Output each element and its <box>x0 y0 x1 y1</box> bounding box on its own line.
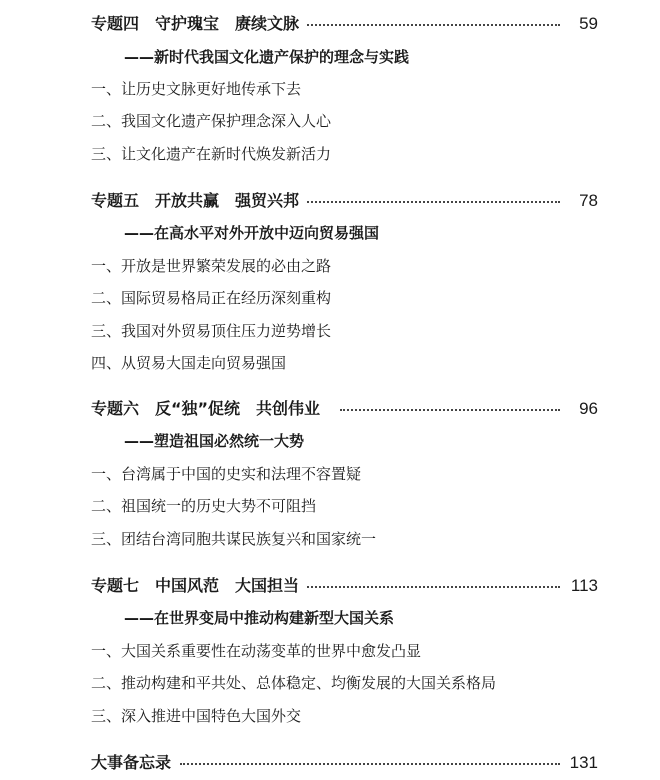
dot-leader <box>340 409 560 411</box>
toc-item[interactable]: 二、祖国统一的历史大势不可阻挡 <box>91 497 317 515</box>
toc-item[interactable]: 一、台湾属于中国的史实和法理不容置疑 <box>91 465 362 483</box>
page-number: 78 <box>573 186 598 216</box>
dot-leader <box>300 586 560 588</box>
section-title: 专题五 开放共赢 强贸兴邦 <box>91 186 305 216</box>
page-number: 59 <box>573 9 598 39</box>
page-number: 113 <box>565 571 598 601</box>
toc-item[interactable]: 三、深入推进中国特色大国外交 <box>91 707 302 725</box>
toc-item[interactable]: 四、从贸易大国走向贸易强国 <box>91 354 287 372</box>
page-number: 96 <box>573 394 598 424</box>
dot-leader <box>180 763 560 765</box>
toc-item[interactable]: 二、推动构建和平共处、总体稳定、均衡发展的大国关系格局 <box>91 674 497 692</box>
toc-section-4-heading[interactable] <box>0 9 660 39</box>
section-title: 专题六 反“独”促统 共创伟业 <box>91 394 326 424</box>
section-subtitle: ——在高水平对外开放中迈向贸易强国 <box>124 224 380 242</box>
dot-leader <box>300 201 560 203</box>
toc-item[interactable]: 一、开放是世界繁荣发展的必由之路 <box>91 257 332 275</box>
toc-item[interactable]: 三、我国对外贸易顶住压力逆势增长 <box>91 322 332 340</box>
dot-leader <box>300 24 560 26</box>
toc-section-5-heading[interactable] <box>0 186 660 216</box>
section-title: 专题四 守护瑰宝 赓续文脉 <box>91 9 305 39</box>
toc-item[interactable]: 二、我国文化遗产保护理念深入人心 <box>91 112 332 130</box>
toc-section-7-heading[interactable] <box>0 571 660 601</box>
section-subtitle: ——新时代我国文化遗产保护的理念与实践 <box>124 48 410 66</box>
section-subtitle: ——塑造祖国必然统一大势 <box>124 432 305 450</box>
toc-appendix-heading[interactable] <box>0 748 660 778</box>
toc-section-6-heading[interactable] <box>0 394 660 424</box>
page-number: 131 <box>564 748 598 778</box>
toc-item[interactable]: 二、国际贸易格局正在经历深刻重构 <box>91 289 332 307</box>
appendix-title: 大事备忘录 <box>91 748 177 778</box>
toc-item[interactable]: 三、让文化遗产在新时代焕发新活力 <box>91 145 332 163</box>
toc-item[interactable]: 一、让历史文脉更好地传承下去 <box>91 80 302 98</box>
section-subtitle: ——在世界变局中推动构建新型大国关系 <box>124 609 395 627</box>
section-title: 专题七 中国风范 大国担当 <box>91 571 305 601</box>
toc-item[interactable]: 一、大国关系重要性在动荡变革的世界中愈发凸显 <box>91 642 422 660</box>
toc-item[interactable]: 三、团结台湾同胞共谋民族复兴和国家统一 <box>91 530 377 548</box>
